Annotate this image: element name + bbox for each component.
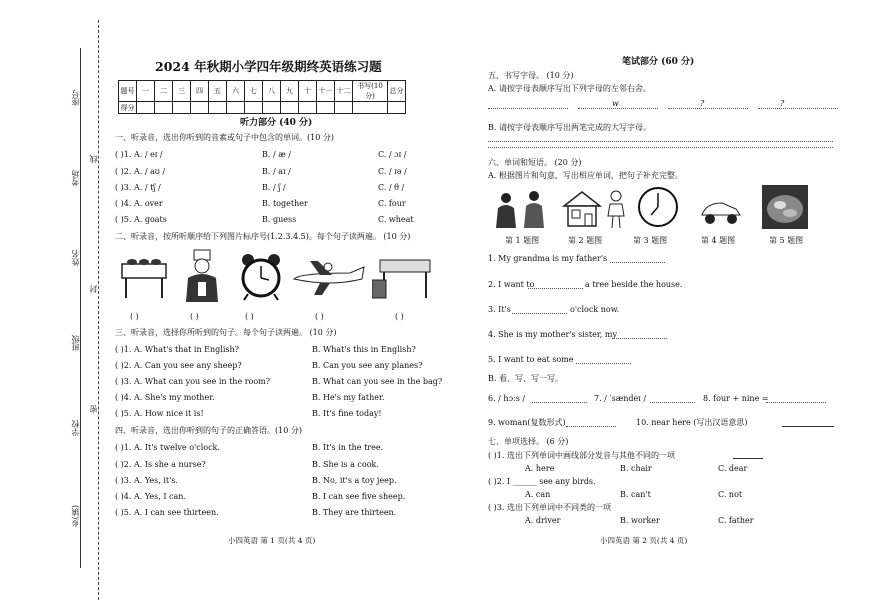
table-bag-picture (372, 252, 434, 302)
sentence-2-end: a tree beside the house. (585, 280, 683, 289)
pic-label-4: 第 4 题图 (701, 236, 736, 245)
side-label-class: 班级 (71, 335, 80, 351)
section-6-title: 六、单词和短语。 (20 分) (488, 158, 582, 167)
house-picture (560, 188, 604, 230)
side-mark-secret: 密 (89, 405, 98, 413)
section-2-title: 二、听录音，按所听顺序给下列图片标序号(1.2.3.4.5)。每个句子读两遍。 (10 分) (115, 232, 411, 241)
section-5-title: 五、书写字母。 (10 分) (488, 71, 574, 80)
side-label-name: 姓名 (71, 250, 80, 266)
item-9: 9. woman(复数形式) (488, 418, 566, 427)
sentence-4: 4. She is my mother's sister, my (488, 330, 617, 339)
section-7-title: 七、单项选择。 (6 分) (488, 437, 569, 446)
toy-car-picture (698, 195, 744, 227)
girl-picture (604, 188, 628, 230)
letter-q2: ? (780, 99, 785, 108)
clock-picture (636, 185, 680, 229)
sentence-1: 1. My grandma is my father's (488, 254, 608, 263)
section-5a-instruction: A. 请按字母表顺序写出下列字母的左邻右舍。 (488, 84, 651, 93)
side-label-town: 乡(镇) (71, 505, 80, 528)
item-6: 6. / hɔːs / (488, 394, 526, 403)
side-underline (80, 48, 82, 568)
section-3-title: 三、听录音，选择你所听到的句子。每个句子读两遍。 (10 分) (115, 328, 337, 337)
left-footer: 小四英语 第 1 页(共 4 页) (228, 536, 316, 545)
desk-picture (118, 250, 170, 302)
pic-label-2: 第 2 题图 (568, 236, 603, 245)
pic-label-5: 第 5 题图 (769, 236, 804, 245)
side-label-room: 考场 (71, 170, 80, 186)
sentence-3: 3. It's (488, 305, 511, 314)
pic-label-1: 第 1 题图 (505, 236, 540, 245)
cook-picture (180, 248, 225, 304)
sentence-3-end: o'clock now. (570, 305, 620, 314)
side-label-school: 学校 (71, 420, 80, 436)
binding-line (98, 20, 99, 600)
item-7: 7. / ˈsændeɪ / (594, 394, 647, 403)
item-8: 8. four + nine = (703, 394, 769, 403)
letter-q: ? (700, 99, 705, 108)
section-1-title: 一、听录音，选出你听到的音素或句子中包含的单词。(10 分) (115, 133, 334, 142)
letter-w: w (612, 99, 619, 108)
grandma-picture (492, 188, 550, 230)
sentence-2: 2. I want to (488, 280, 535, 289)
plane-picture (290, 255, 368, 297)
food-picture (762, 185, 808, 229)
section-6b-instruction: B. 看、写、写一写。 (488, 374, 563, 383)
side-label-seat: 座号 (71, 90, 80, 106)
item-10: 10. near here (写出汉语意思) (636, 418, 748, 427)
alarm-clock-picture (238, 250, 284, 302)
section-5b-instruction: B. 请按字母表顺序写出两笔完成的大写字母。 (488, 123, 651, 132)
right-footer: 小四英语 第 2 页(共 4 页) (600, 536, 688, 545)
page-title: 2024 年秋期小学四年级期终英语练习题 (155, 59, 382, 74)
section-4-title: 四、听录音，选出你听到的句子的正确答语。(10 分) (115, 426, 302, 435)
pic-label-3: 第 3 题图 (633, 236, 668, 245)
side-mark-seal: 封 (89, 285, 98, 293)
score-table: 题号 一 二 三 四 五 六 七 八 九 十 十一 十二 书写(10分) 总分 得分 (120, 82, 404, 112)
section-6a-instruction: A. 根据图片和句意，写出相应单词，把句子补充完整。 (488, 171, 683, 180)
listening-title: 听力部分 (40 分) (240, 118, 313, 128)
written-title: 笔试部分 (60 分) (622, 57, 695, 67)
side-mark-line: 线 (89, 155, 98, 163)
sentence-5: 5. I want to eat some (488, 355, 574, 364)
